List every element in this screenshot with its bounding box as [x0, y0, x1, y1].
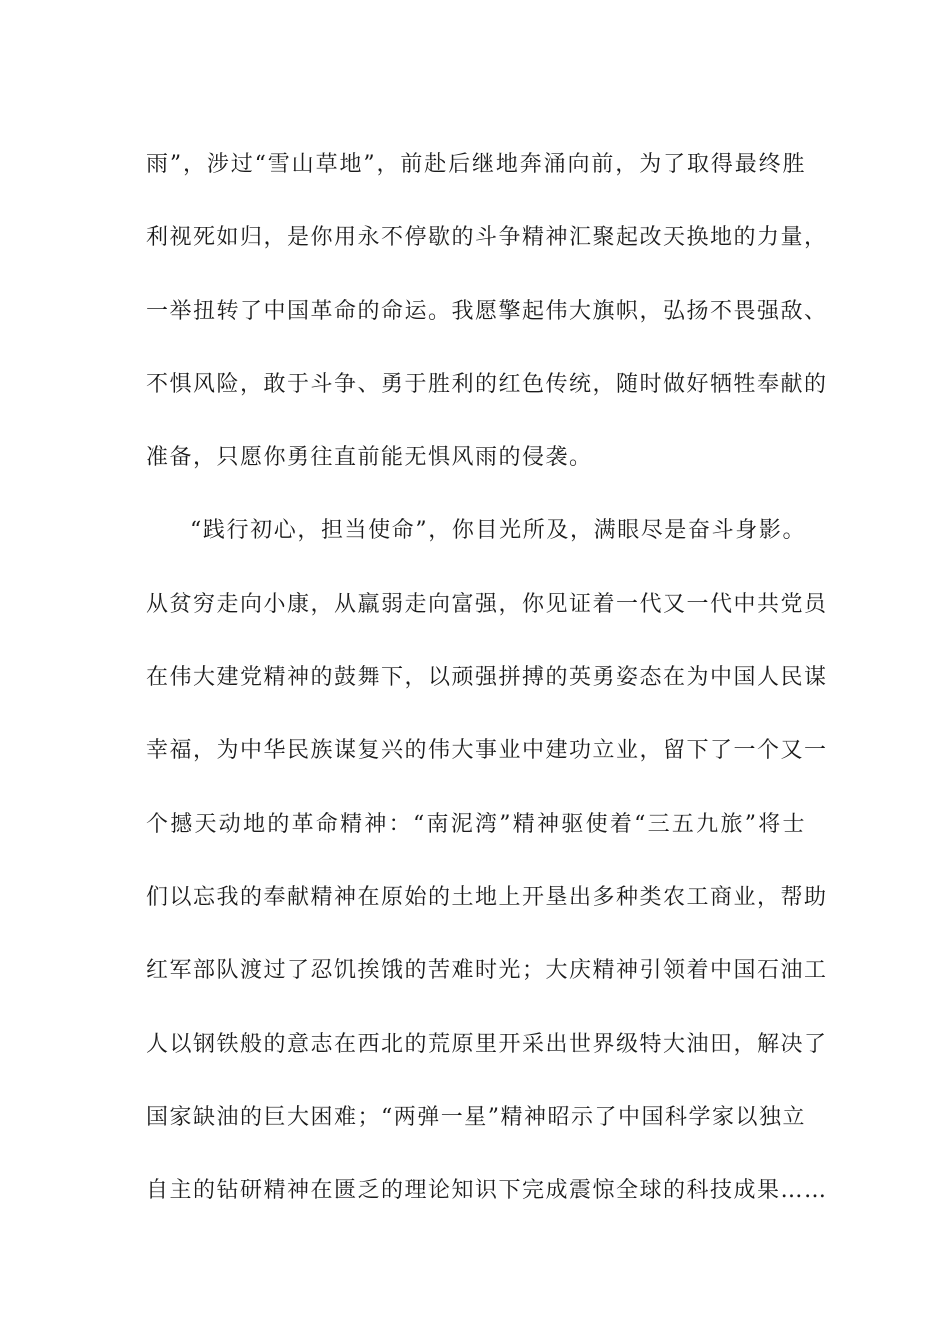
text-line: 个撼天动地的革命精神：“南泥湾”精神驱使着“三五九旅”将士: [146, 811, 806, 837]
text-line: 人以钢铁般的意志在西北的荒原里开采出世界级特大油田，解决了: [146, 1031, 828, 1057]
text-line: 红军部队渡过了忍饥挨饿的苦难时光；大庆精神引领着中国石油工: [146, 958, 828, 984]
paragraph: [146, 128, 828, 494]
text-line: 准备，只愿你勇往直前能无惧风雨的侵袭。: [146, 445, 593, 471]
text-line: 不惧风险，敢于斗争、勇于胜利的红色传统，随时做好牺牲奉献的: [146, 371, 828, 397]
text-line: “践行初心，担当使命”，你目光所及，满眼尽是奋斗身影。: [190, 518, 806, 544]
text-line: 雨”，涉过“雪山草地”，前赴后继地奔涌向前，为了取得最终胜: [146, 152, 806, 177]
text-line: 在伟大建党精神的鼓舞下，以顽强拼搏的英勇姿态在为中国人民谋: [146, 665, 828, 691]
paragraph: [146, 494, 828, 1227]
body-text: [146, 128, 828, 1227]
text-line: 自主的钻研精神在匮乏的理论知识下完成震惊全球的科技成果……: [146, 1178, 828, 1204]
text-line: 幸福，为中华民族谋复兴的伟大事业中建功立业，留下了一个又一: [146, 738, 828, 764]
text-line: 利视死如归，是你用永不停歇的斗争精神汇聚起改天换地的力量，: [146, 225, 828, 251]
text-line: 一举扭转了中国革命的命运。我愿擎起伟大旗帜，弘扬不畏强敌、: [146, 298, 828, 324]
text-line: 从贫穷走向小康，从羸弱走向富强，你见证着一代又一代中共党员: [146, 591, 828, 617]
text-line: 们以忘我的奉献精神在原始的土地上开垦出多种类农工商业，帮助: [146, 884, 828, 910]
text-line: 国家缺油的巨大困难；“两弹一星”精神昭示了中国科学家以独立: [146, 1104, 806, 1130]
